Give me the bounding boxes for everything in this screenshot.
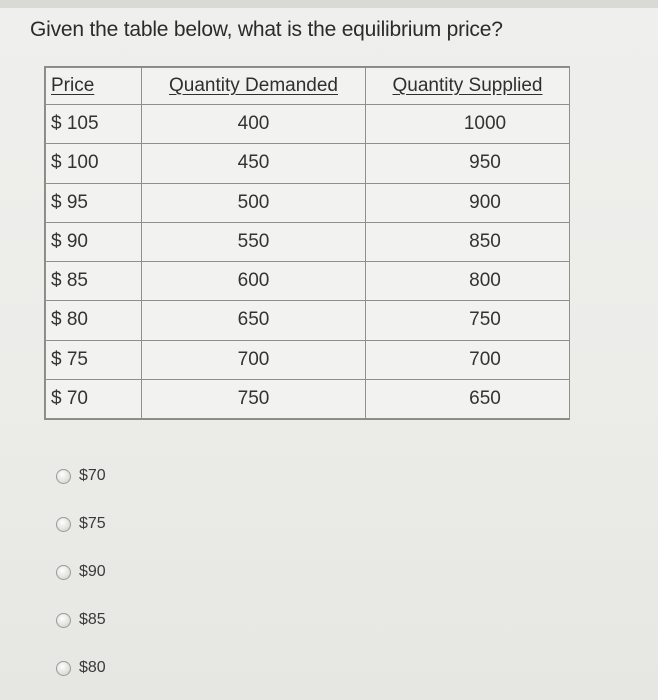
cell-price: $ 95 xyxy=(46,183,142,222)
cell-quantity-demanded: 650 xyxy=(142,301,366,340)
radio-button-icon[interactable] xyxy=(56,517,71,532)
cell-price: $ 85 xyxy=(46,262,142,301)
answer-option-90[interactable] xyxy=(56,548,106,596)
cell-quantity-supplied: 650 xyxy=(366,379,570,418)
cell-quantity-demanded: 600 xyxy=(142,262,366,301)
cell-quantity-supplied: 1000 xyxy=(366,105,570,144)
table-header-row xyxy=(46,68,570,105)
table-row xyxy=(46,105,570,144)
answer-options xyxy=(56,452,106,692)
cell-quantity-supplied: 750 xyxy=(366,301,570,340)
table-row xyxy=(46,340,570,379)
header-price: Price xyxy=(46,68,142,105)
table-row xyxy=(46,379,570,418)
table-row xyxy=(46,222,570,261)
answer-option-label: $75 xyxy=(79,515,106,532)
supply-demand-table xyxy=(44,66,570,420)
cell-price: $ 80 xyxy=(46,301,142,340)
answer-option-75[interactable] xyxy=(56,500,106,548)
radio-button-icon[interactable] xyxy=(56,613,71,628)
data-table xyxy=(45,67,570,419)
answer-option-80[interactable] xyxy=(56,644,106,692)
top-band xyxy=(0,0,658,8)
header-quantity-demanded: Quantity Demanded xyxy=(142,68,366,105)
cell-price: $ 75 xyxy=(46,340,142,379)
cell-quantity-demanded: 500 xyxy=(142,183,366,222)
cell-price: $ 100 xyxy=(46,144,142,183)
header-quantity-supplied: Quantity Supplied xyxy=(366,68,570,105)
cell-quantity-supplied: 700 xyxy=(366,340,570,379)
table-row xyxy=(46,301,570,340)
answer-option-label: $90 xyxy=(79,563,106,580)
answer-option-label: $85 xyxy=(79,611,106,628)
table-row xyxy=(46,262,570,301)
cell-price: $ 105 xyxy=(46,105,142,144)
table-row xyxy=(46,183,570,222)
cell-quantity-demanded: 550 xyxy=(142,222,366,261)
cell-price: $ 90 xyxy=(46,222,142,261)
answer-option-85[interactable] xyxy=(56,596,106,644)
answer-option-label: $80 xyxy=(79,659,106,676)
cell-price: $ 70 xyxy=(46,379,142,418)
question-text: Given the table below, what is the equilibrium price? xyxy=(30,18,503,41)
table-row xyxy=(46,144,570,183)
cell-quantity-supplied: 900 xyxy=(366,183,570,222)
answer-option-label: $70 xyxy=(79,467,106,484)
cell-quantity-supplied: 950 xyxy=(366,144,570,183)
cell-quantity-demanded: 700 xyxy=(142,340,366,379)
cell-quantity-supplied: 800 xyxy=(366,262,570,301)
cell-quantity-demanded: 450 xyxy=(142,144,366,183)
cell-quantity-demanded: 400 xyxy=(142,105,366,144)
radio-button-icon[interactable] xyxy=(56,661,71,676)
cell-quantity-demanded: 750 xyxy=(142,379,366,418)
answer-option-70[interactable] xyxy=(56,452,106,500)
radio-button-icon[interactable] xyxy=(56,565,71,580)
cell-quantity-supplied: 850 xyxy=(366,222,570,261)
radio-button-icon[interactable] xyxy=(56,469,71,484)
